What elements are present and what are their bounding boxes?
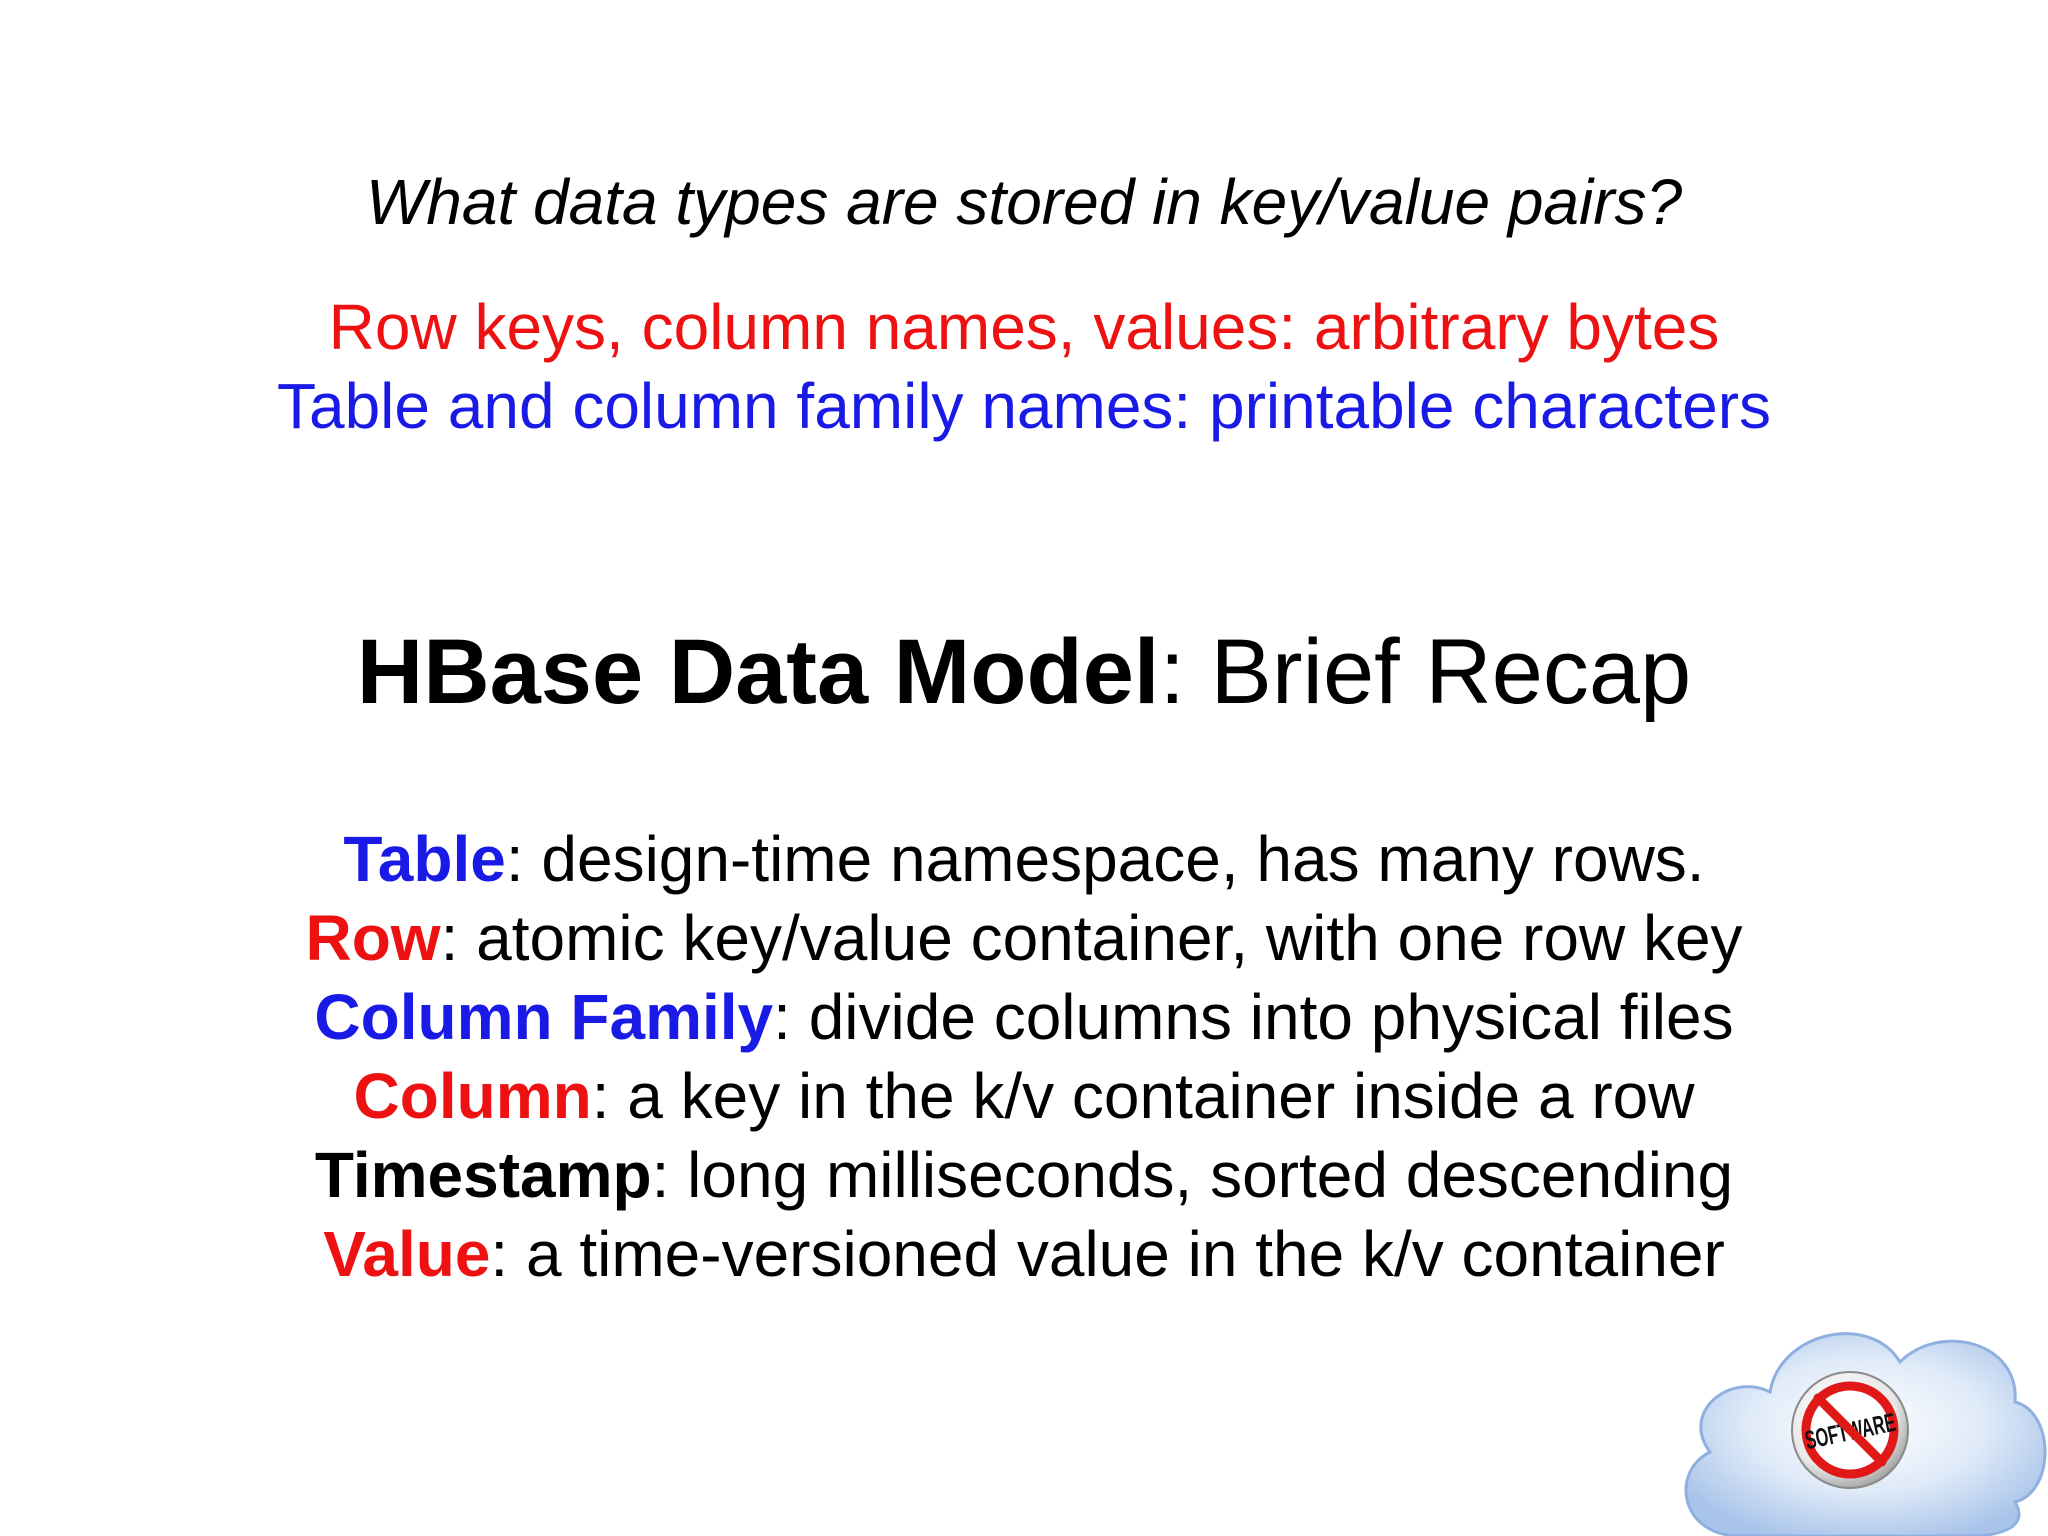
definition-desc: : design-time namespace, has many rows.: [505, 823, 1705, 895]
definition-row: [0, 899, 2048, 978]
slide-title: [0, 617, 2048, 727]
definition-column: [0, 1057, 2048, 1136]
definition-desc: : divide columns into physical files: [773, 981, 1734, 1053]
question-text: What data types are stored in key/value pairs?: [365, 166, 1683, 238]
definition-term: Column Family: [314, 981, 774, 1053]
logo-text: SOFTWARE: [1802, 1395, 1953, 1456]
definition-desc: : atomic key/value container, with one row key: [440, 902, 1743, 974]
definition-term: Row: [305, 902, 441, 974]
no-software-badge: [1792, 1372, 1953, 1488]
definition-term: Timestamp: [314, 1139, 652, 1211]
no-software-cloud-icon: [1670, 1312, 2048, 1536]
definition-column-family: [0, 978, 2048, 1057]
title-bold: HBase Data Model: [356, 621, 1160, 723]
definition-desc: : a key in the k/v container inside a row: [591, 1060, 1695, 1132]
definition-term: Value: [323, 1218, 491, 1290]
definition-desc: : a time-versioned value in the k/v container: [490, 1218, 1725, 1290]
definition-term: Column: [353, 1060, 592, 1132]
definition-value: [0, 1215, 2048, 1294]
answer-arbitrary-bytes: Row keys, column names, values: arbitrary bytes: [328, 291, 1720, 363]
answer-printable-characters: Table and column family names: printable characters: [276, 370, 1772, 442]
definition-table: [0, 820, 2048, 899]
definition-desc: : long milliseconds, sorted descending: [651, 1139, 1734, 1211]
definition-term: Table: [343, 823, 506, 895]
definitions-list: [0, 820, 2048, 1294]
title-rest: : Brief Recap: [1159, 621, 1692, 723]
definition-timestamp: [0, 1136, 2048, 1215]
